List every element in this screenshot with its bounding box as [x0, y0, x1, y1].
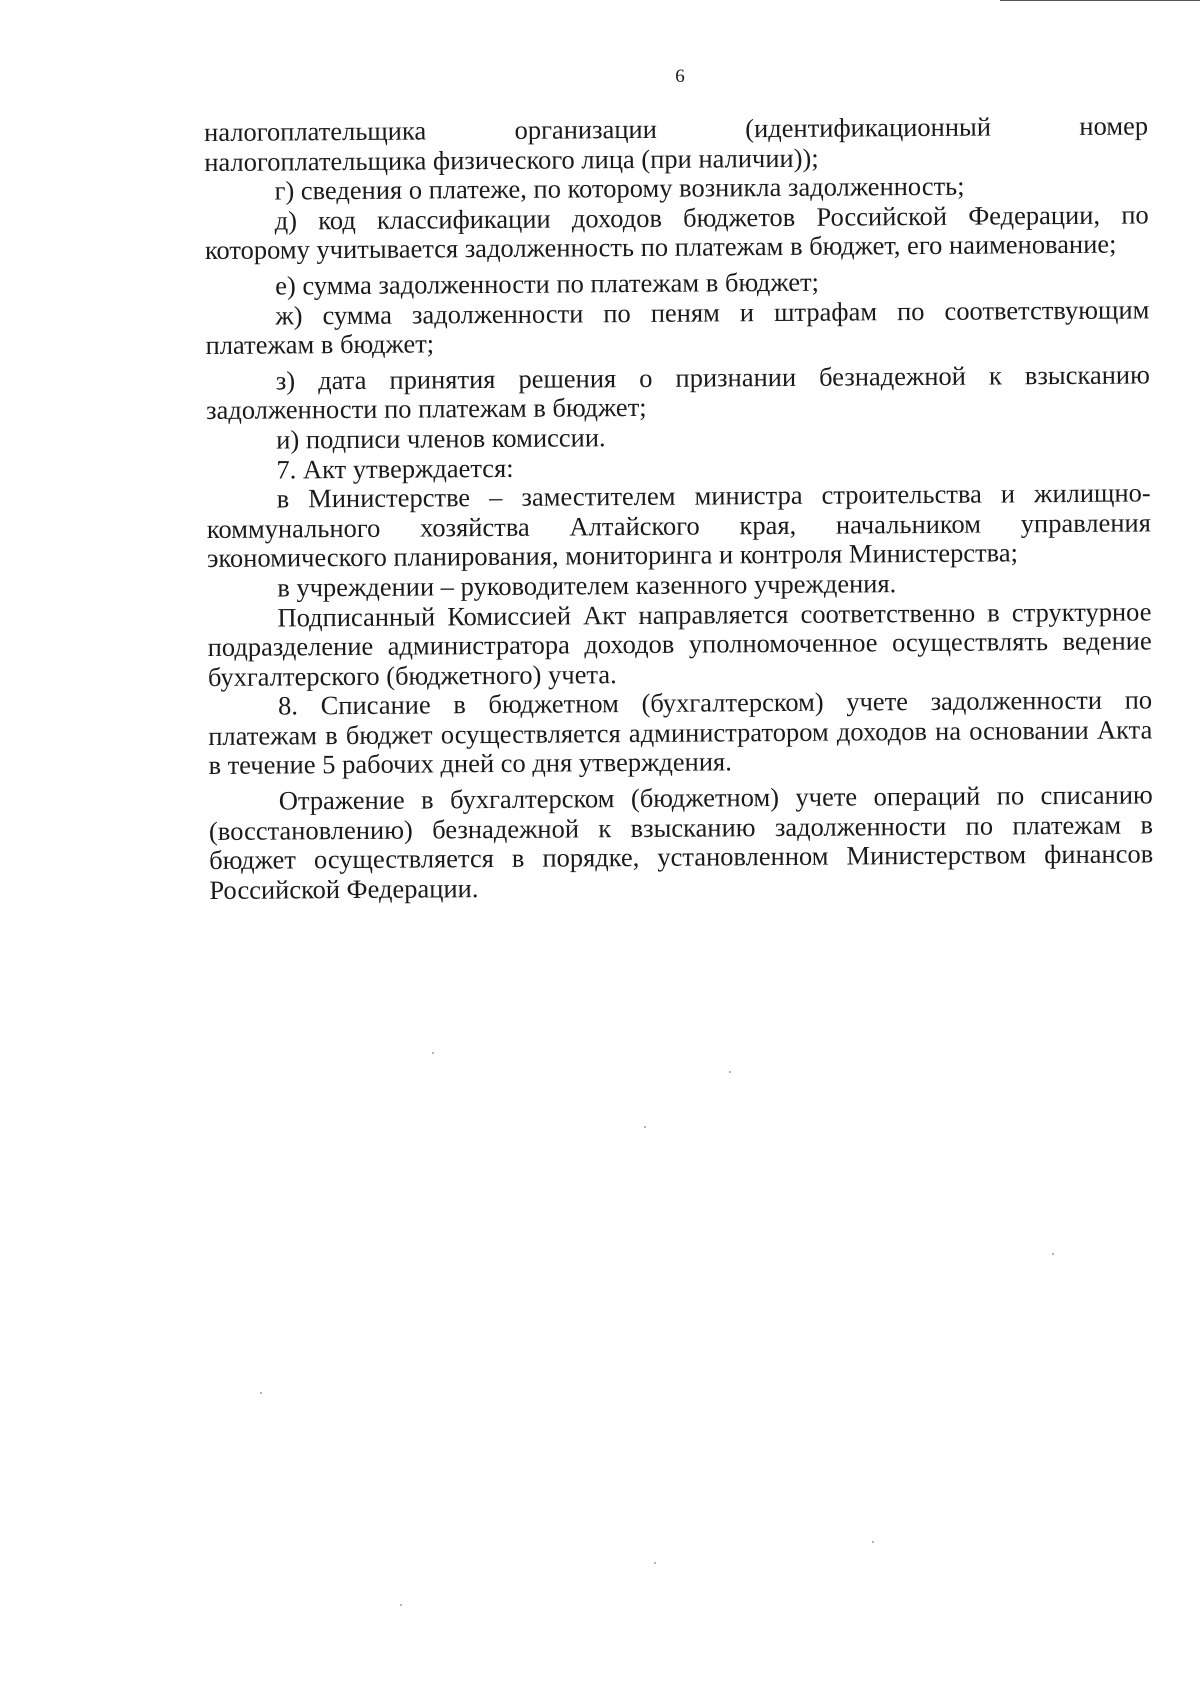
document-body — [204, 111, 1153, 905]
page-number: 6 — [675, 66, 685, 87]
scan-speck — [654, 1562, 656, 1564]
scan-speck — [872, 1541, 874, 1543]
scan-speck — [1052, 1253, 1054, 1255]
clause-7-heading: 7. Акт утверждается: — [276, 452, 514, 485]
clause-7-signed-act: Подписанный Комиссией Акт направляется соответственно в структурное подразделение администратора доходов уполномоченное осуществлять ведение бухгалтерского (бюджетного) учета. — [207, 595, 1152, 692]
scan-edge-line — [1000, 0, 1200, 1]
item-z-decision-date: з) дата принятия решения о признании безнадежной к взысканию задолженности по платежам в бюджет; — [205, 359, 1150, 426]
scan-speck — [432, 1052, 434, 1054]
clause-8-accounting: Отражение в бухгалтерском (бюджетном) учете операций по списанию (восстановлению) безнадежной к взысканию задолженности по платежам в бюджет осуществляется в порядке, установленном Министерством финансов Российской Федерации. — [208, 779, 1154, 905]
scan-speck — [729, 1071, 731, 1073]
item-d-classification-code: д) код классификации доходов бюджетов Российской Федерации, по которому учитывается задолженность по платежам в бюджет, его наименование; — [204, 199, 1149, 266]
scan-speck — [400, 1604, 402, 1606]
clause-8-write-off: 8. Списание в бюджетном (бухгалтерском) учете задолженности по платежам в бюджет осуществляется администратором доходов на основании Акта в течение 5 рабочих дней со дня утверждения. — [208, 684, 1153, 781]
item-e-debt-amount: е) сумма задолженности по платежам в бюджет; — [275, 266, 820, 301]
scan-speck — [644, 1126, 646, 1128]
clause-7-institution: в учреждении – руководителем казенного учреждения. — [277, 568, 897, 603]
paragraph-taxpayer-id-line1: налогоплательщика организации (идентификационный номер — [203, 110, 1149, 147]
item-zh-penalties-amount: ж) сумма задолженности по пеням и штрафам по соответствующим платежам в бюджет; — [205, 293, 1150, 361]
scan-speck — [260, 1392, 262, 1394]
clause-7-ministry: в Министерстве – заместителем министра строительства и жилищно-коммунального хозяйства Алтайского края, начальником управления экономического планирования, мониторинга и контроля Министерства; — [206, 477, 1151, 574]
item-g-payment-info: г) сведения о платеже, по которому возникла задолженность; — [274, 170, 965, 206]
item-i-signatures: и) подписи членов комиссии. — [276, 422, 606, 455]
paragraph-taxpayer-id-line2: налогоплательщика физического лица (при наличии)); — [204, 142, 819, 177]
